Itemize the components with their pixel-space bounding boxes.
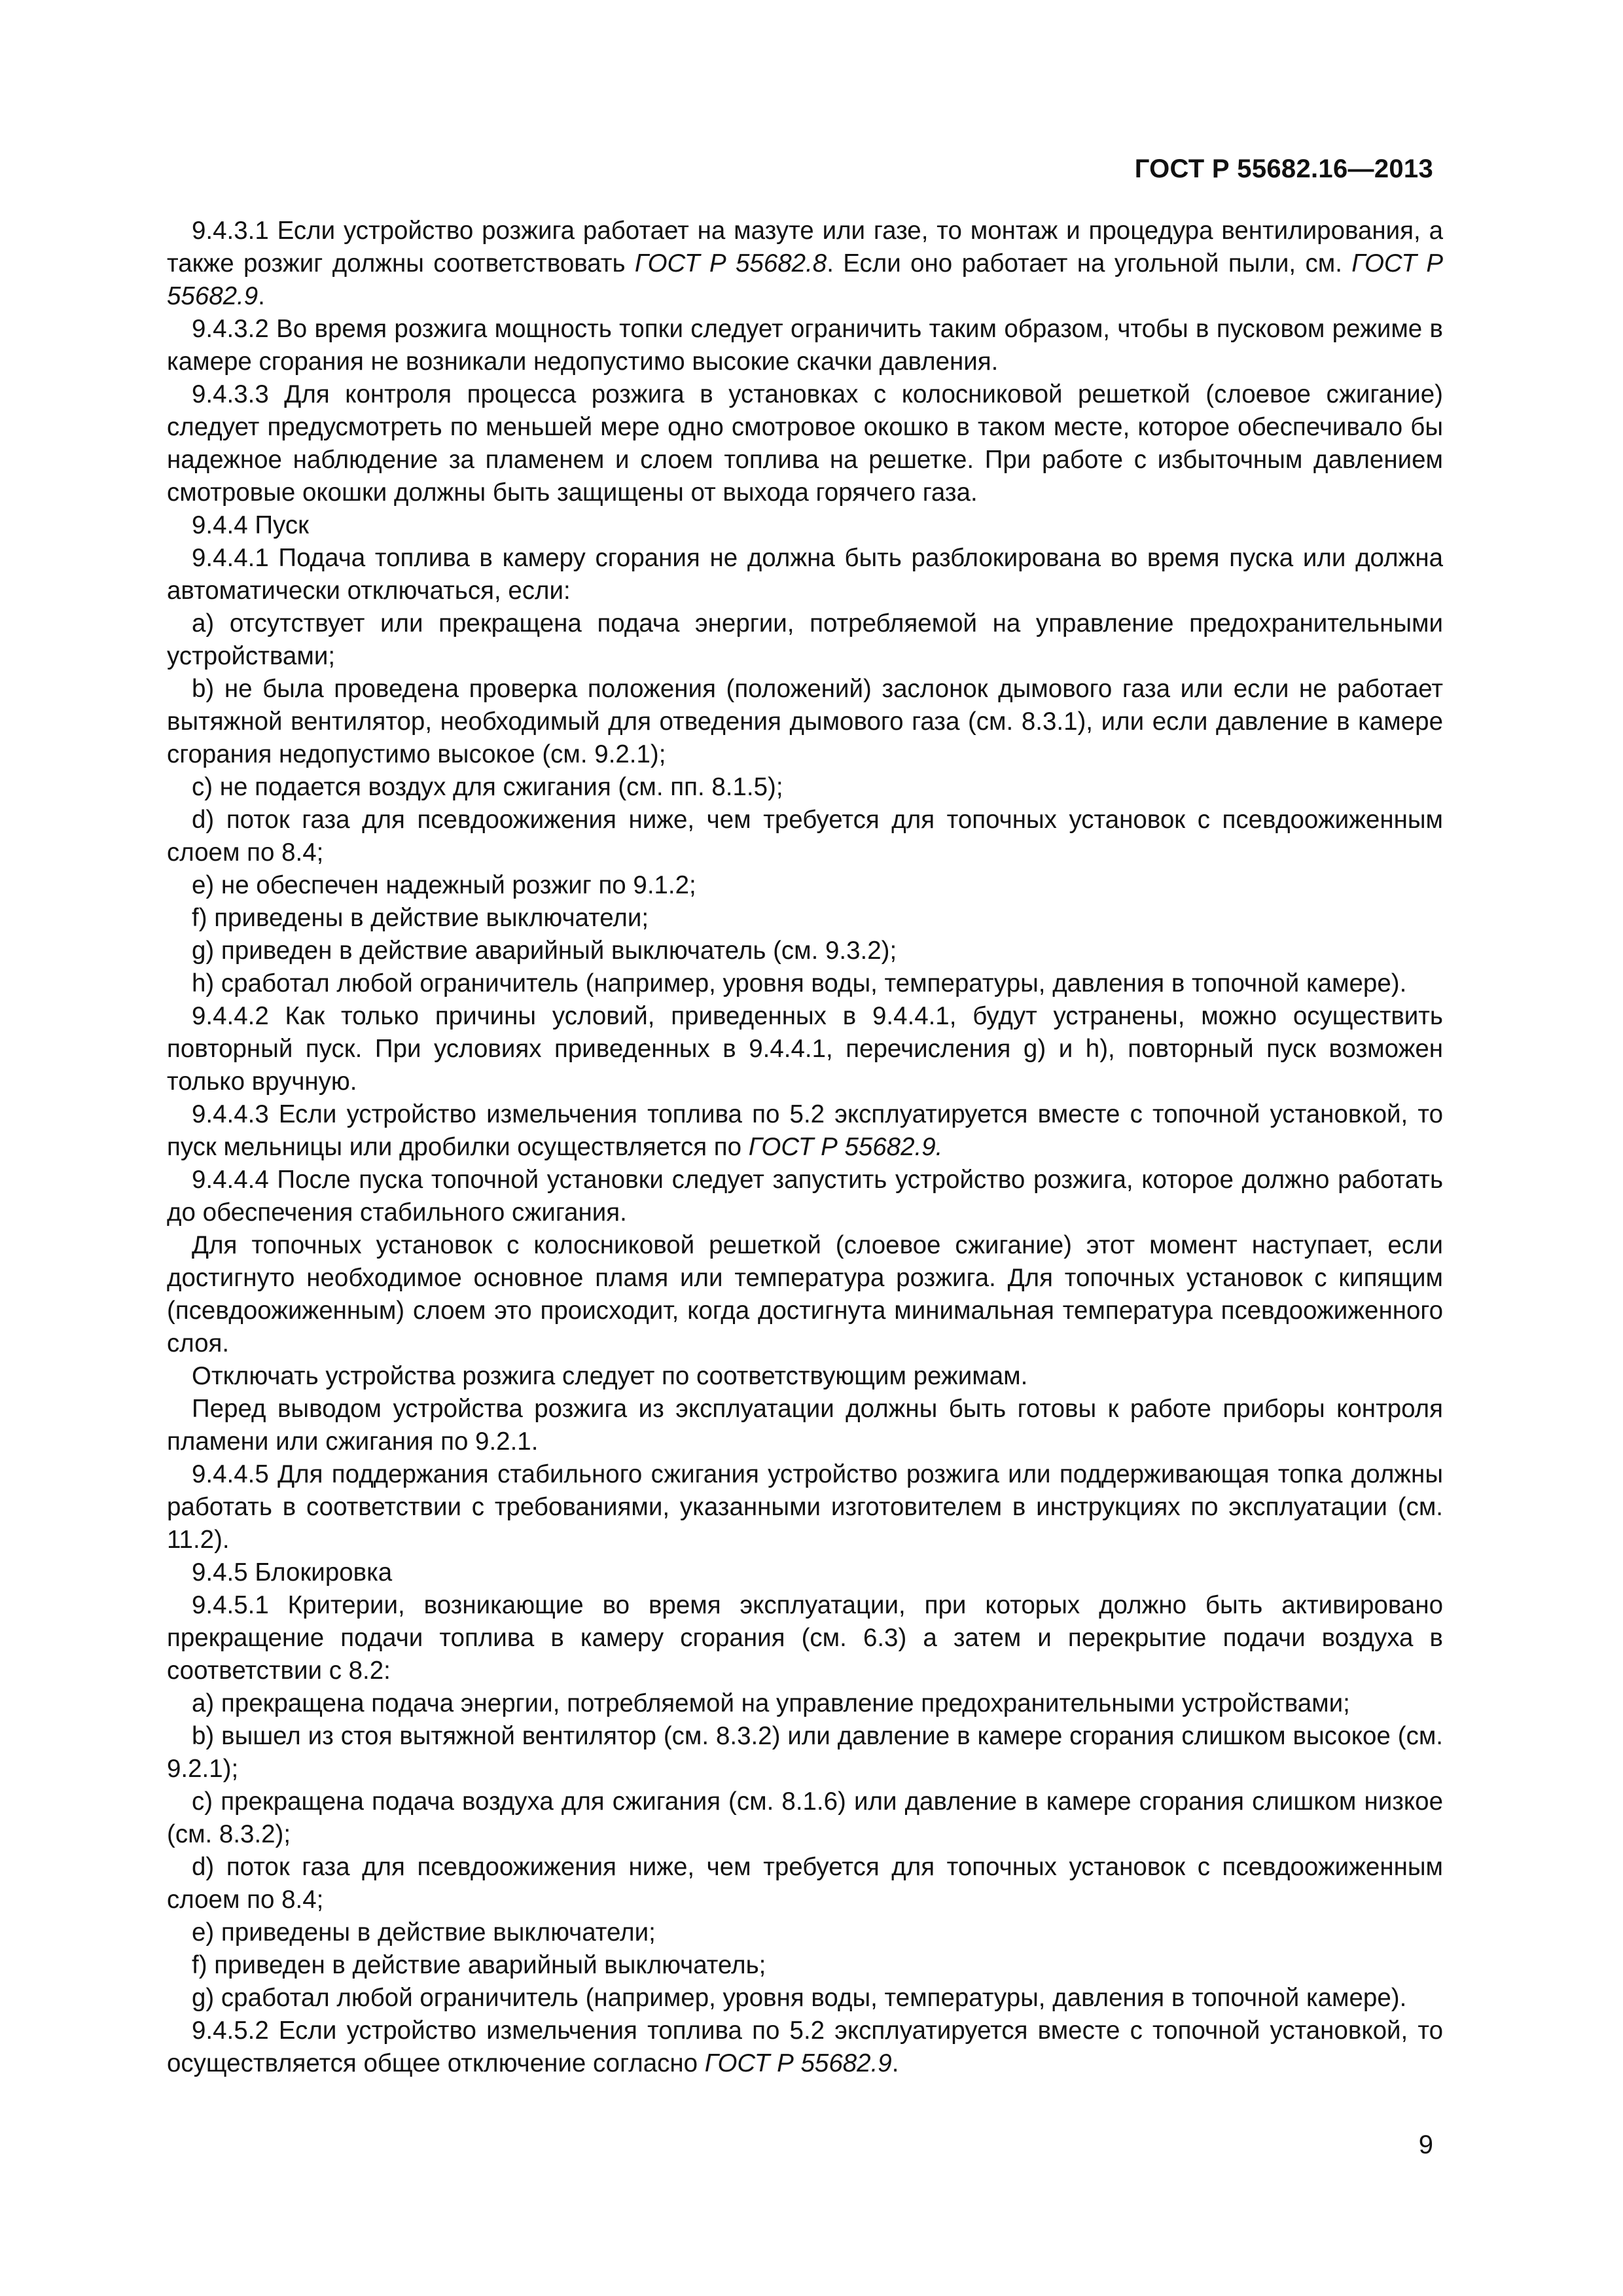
standard-reference: ГОСТ Р 55682.9. <box>748 1133 943 1161</box>
paragraph: 9.4.3.2 Во время розжига мощность топки следует ограничить таким образом, чтобы в пусковом режиме в камере сгорания не возникали недопустимо высокие скачки давления. <box>167 315 1443 376</box>
paragraph: 9.4.5.1 Критерии, возникающие во время эксплуатации, при которых должно быть активировано прекращение подачи топлива в камеру сгорания (см. 6.3) а затем и перекрытие подачи воздуха в соответствии с 8.2: <box>167 1591 1443 1685</box>
list-item: d) поток газа для псевдоожижения ниже, чем требуется для топочных установок с псевдоожиженным слоем по 8.4; <box>167 806 1443 867</box>
list-item: d) поток газа для псевдоожижения ниже, чем требуется для топочных установок с псевдоожиженным слоем по 8.4; <box>167 1853 1443 1914</box>
paragraph: 9.4.3.1 Если устройство розжига работает на мазуте или газе, то монтаж и процедура вентилирования, а также розжиг должны соответствовать ГОСТ Р 55682.8. Если оно работает на угольной пыли, см. ГОСТ Р 55682.9. <box>167 217 1443 310</box>
list-item: f) приведены в действие выключатели; <box>192 904 649 932</box>
page-number: 9 <box>1418 2130 1433 2159</box>
list-item: a) прекращена подача энергии, потребляемой на управление предохранительными устройствами; <box>192 1689 1350 1717</box>
list-item: c) не подается воздух для сжигания (см. пп. 8.1.5); <box>192 773 783 801</box>
paragraph: 9.4.4.4 После пуска топочной установки следует запустить устройство розжига, которое должно работать до обеспечения стабильного сжигания. <box>167 1166 1443 1227</box>
standard-reference: ГОСТ Р 55682.9 <box>704 2049 892 2077</box>
list-item: a) отсутствует или прекращена подача энергии, потребляемой на управление предохранительными устройствами; <box>167 609 1443 670</box>
section-heading: 9.4.5 Блокировка <box>192 1558 393 1587</box>
standard-reference: ГОСТ Р 55682.9 <box>167 249 1443 310</box>
paragraph: Перед выводом устройства розжига из эксплуатации должны быть готовы к работе приборы контроля пламени или сжигания по 9.2.1. <box>167 1395 1443 1456</box>
list-item: e) не обеспечен надежный розжиг по 9.1.2; <box>192 871 696 899</box>
paragraph: 9.4.4.2 Как только причины условий, приведенных в 9.4.4.1, будут устранены, можно осуществить повторный пуск. При условиях приведенных в 9.4.4.1, перечисления g) и h), повторный пуск возможен только вручную. <box>167 1002 1443 1096</box>
paragraph: 9.4.4.3 Если устройство измельчения топлива по 5.2 эксплуатируется вместе с топочной установкой, то пуск мельницы или дробилки осуществляется по ГОСТ Р 55682.9. <box>167 1100 1443 1161</box>
list-item: f) приведен в действие аварийный выключатель; <box>192 1951 766 1979</box>
paragraph: 9.4.4.5 Для поддержания стабильного сжигания устройство розжига или поддерживающая топка должны работать в соответствии с требованиями, указанными изготовителем в инструкциях по эксплуатации (см. 11.2). <box>167 1460 1443 1554</box>
list-item: b) не была проведена проверка положения (положений) заслонок дымового газа или если не работает вытяжной вентилятор, необходимый для отведения дымового газа (см. 8.3.1), или если давление в камере сгорания недопустимо высокое (см. 9.2.1); <box>167 675 1443 768</box>
paragraph: Для топочных установок с колосниковой решеткой (слоевое сжигание) этот момент наступает, если достигнуто необходимое основное пламя или температура розжига. Для топочных установок с кипящим (псевдоожиженным) слоем это происходит, когда достигнута минимальная температура псевдоожиженного слоя. <box>167 1231 1443 1357</box>
document-body <box>167 215 1443 2080</box>
paragraph: 9.4.5.2 Если устройство измельчения топлива по 5.2 эксплуатируется вместе с топочной установкой, то осуществляется общее отключение согласно ГОСТ Р 55682.9. <box>167 2017 1443 2077</box>
list-item: h) сработал любой ограничитель (например, уровня воды, температуры, давления в топочной камере). <box>192 969 1407 997</box>
paragraph: Отключать устройства розжига следует по соответствующим режимам. <box>192 1362 1028 1390</box>
document-header: ГОСТ Р 55682.16—2013 <box>1134 154 1433 183</box>
list-item: c) прекращена подача воздуха для сжигания (см. 8.1.6) или давление в камере сгорания слишком низкое (см. 8.3.2); <box>167 1787 1443 1848</box>
standard-reference: ГОСТ Р 55682.8 <box>634 249 827 278</box>
section-heading: 9.4.4 Пуск <box>192 511 309 539</box>
list-item: g) приведен в действие аварийный выключатель (см. 9.3.2); <box>192 937 897 965</box>
list-item: b) вышел из стоя вытяжной вентилятор (см. 8.3.2) или давление в камере сгорания слишком высокое (см. 9.2.1); <box>167 1722 1443 1783</box>
list-item: g) сработал любой ограничитель (например, уровня воды, температуры, давления в топочной камере). <box>192 1984 1407 2012</box>
list-item: e) приведены в действие выключатели; <box>192 1918 656 1946</box>
paragraph: 9.4.4.1 Подача топлива в камеру сгорания не должна быть разблокирована во время пуска или должна автоматически отключаться, если: <box>167 544 1443 605</box>
paragraph: 9.4.3.3 Для контроля процесса розжига в установках с колосниковой решеткой (слоевое сжигание) следует предусмотреть по меньшей мере одно смотровое окошко в таком месте, которое обеспечивало бы надежное наблюдение за пламенем и слоем топлива на решетке. При работе с избыточным давлением смотровые окошки должны быть защищены от выхода горячего газа. <box>167 380 1443 507</box>
